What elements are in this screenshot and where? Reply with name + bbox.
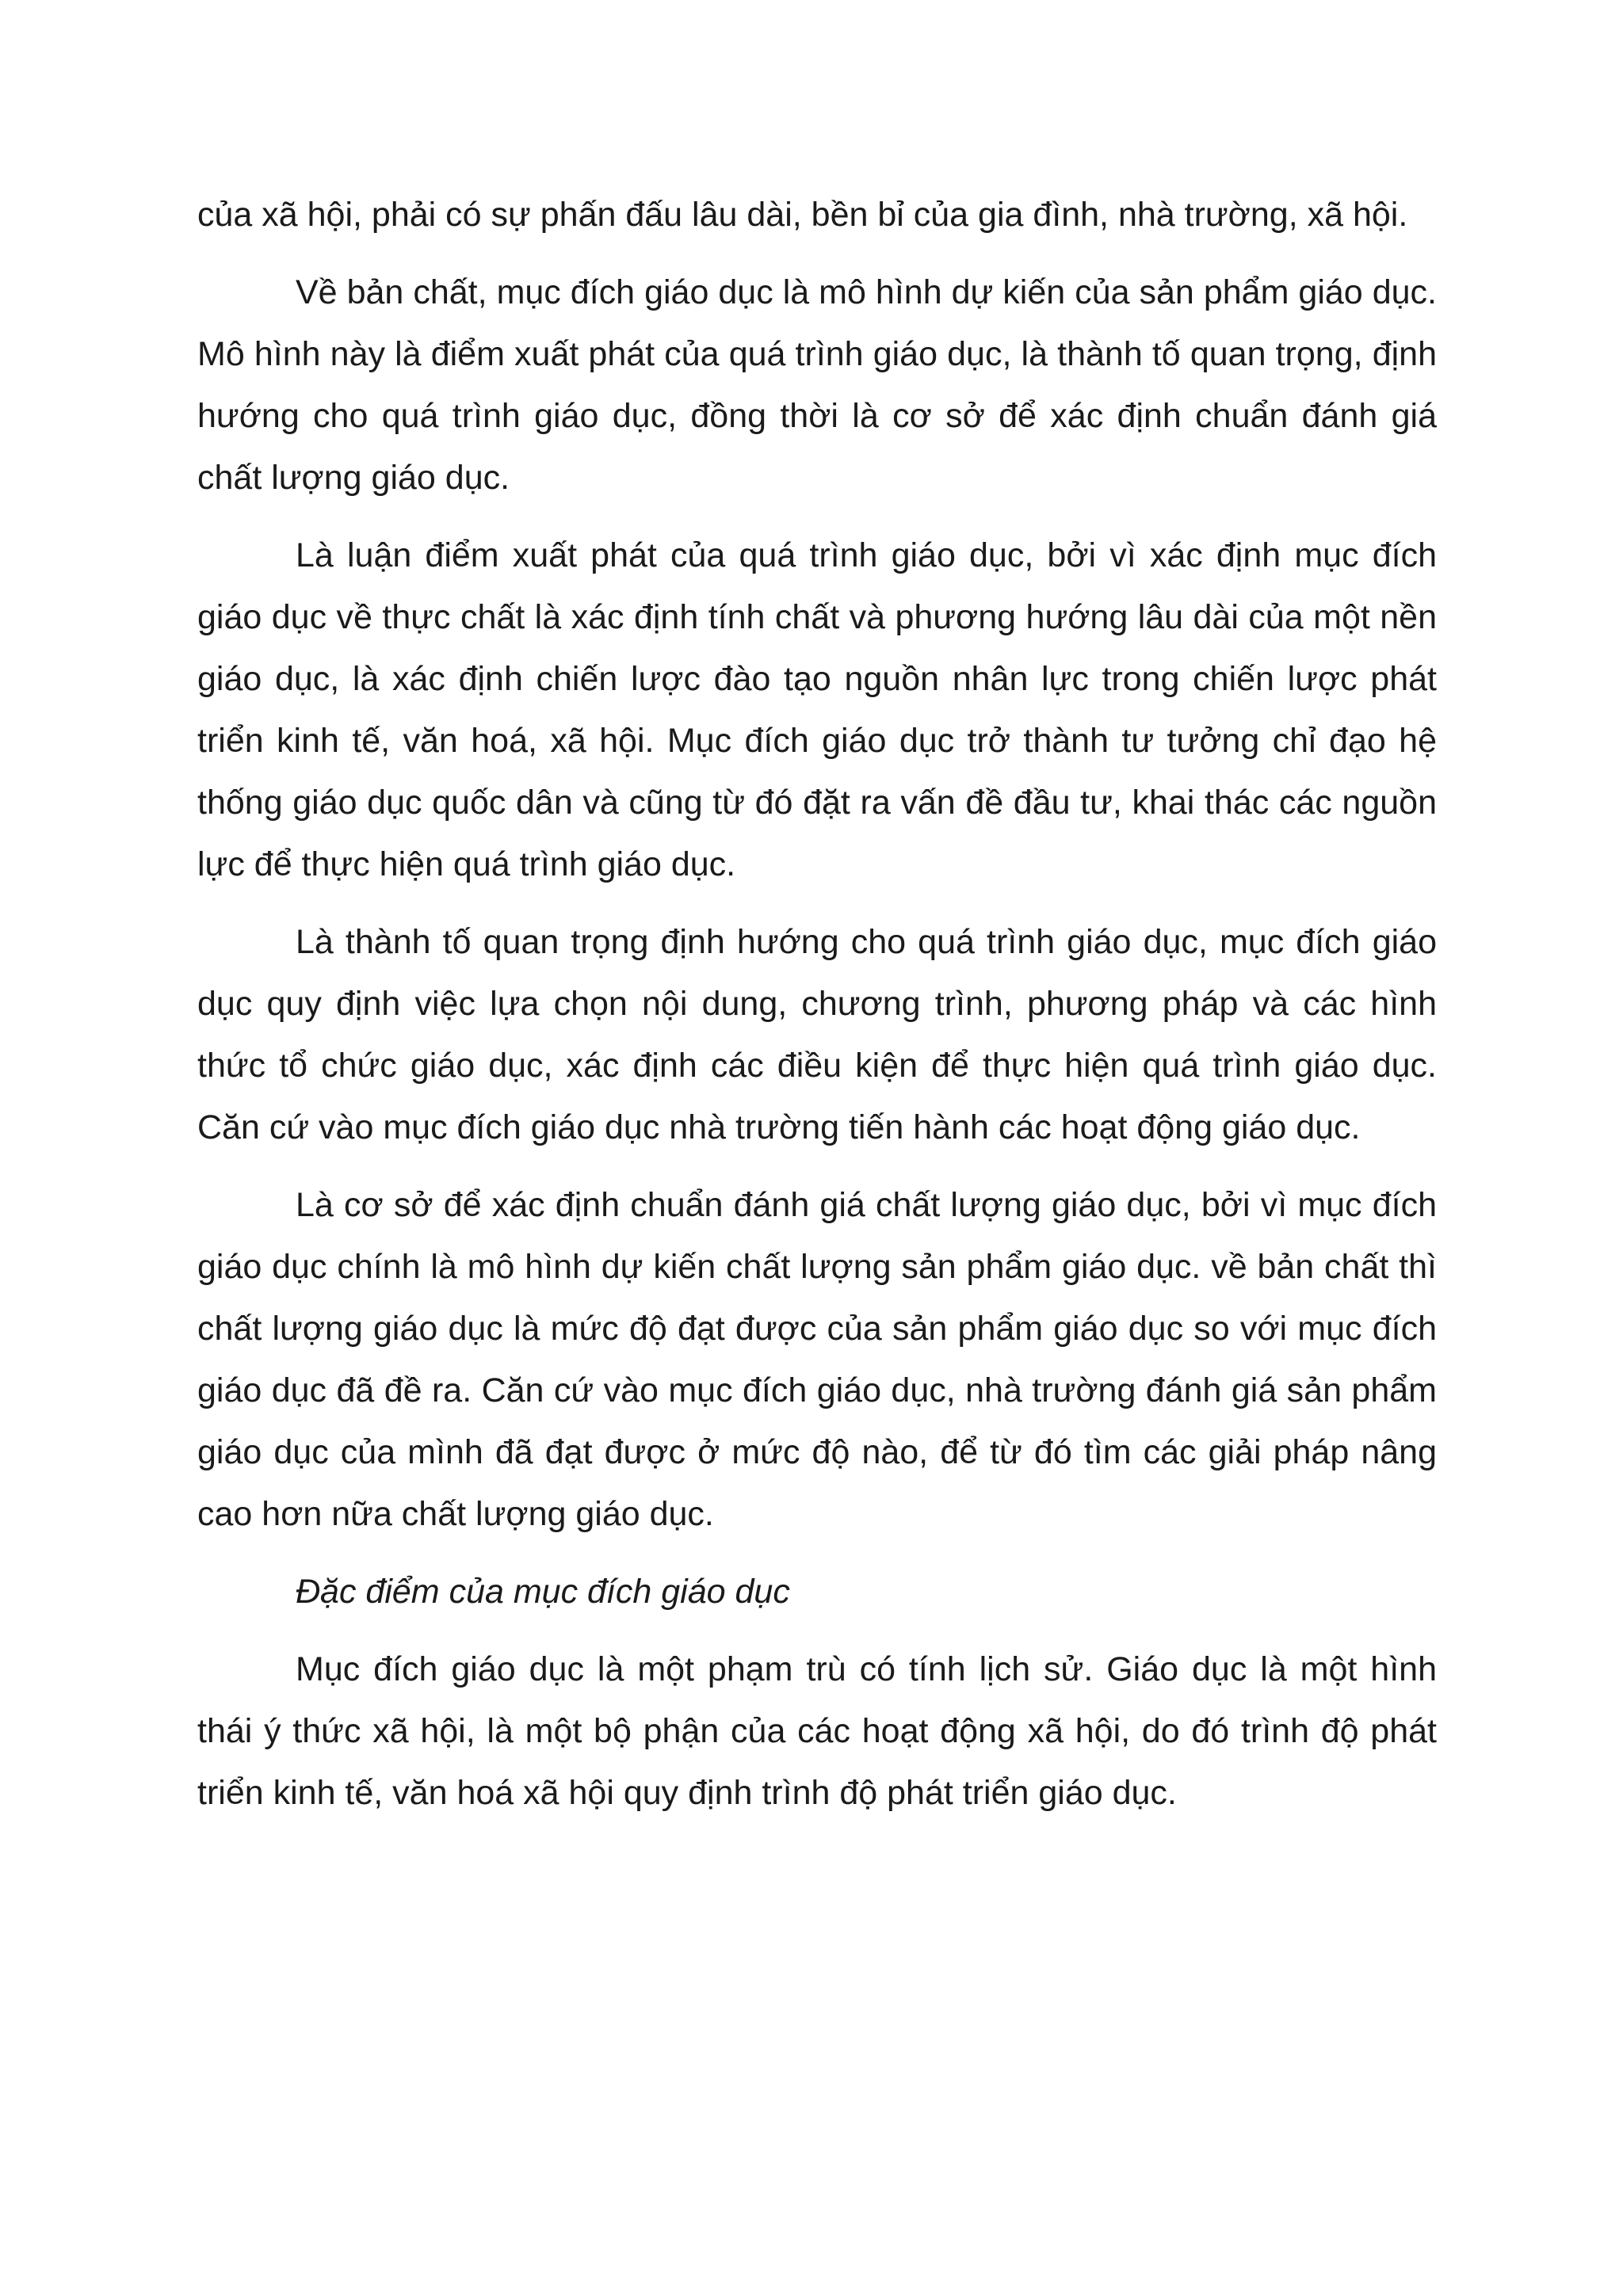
paragraph-starting-point: Là luận điểm xuất phát của quá trình giáo dục, bởi vì xác định mục đích giáo dục về thực chất là xác định tính chất và phương hướng lâu dài của một nền giáo dục, là xác định chiến lược đào tạo nguồn nhân lực trong chiến lược phát triển kinh tế, văn hoá, xã hội. Mục đích giáo dục trở thành tư tưởng chỉ đạo hệ thống giáo dục quốc dân và cũng từ đó đặt ra vấn đề đầu tư, khai thác các nguồn lực để thực hiện quá trình giáo dục. — [197, 536, 1437, 883]
paragraph-quality-basis: Là cơ sở để xác định chuẩn đánh giá chất lượng giáo dục, bởi vì mục đích giáo dục chính là mô hình dự kiến chất lượng sản phẩm giáo dục. về bản chất thì chất lượng giáo dục là mức độ đạt được của sản phẩm giáo dục so với mục đích giáo dục đã đề ra. Căn cứ vào mục đích giáo dục, nhà trường đánh giá sản phẩm giáo dục của mình đã đạt được ở mức độ nào, để từ đó tìm các giải pháp nâng cao hơn nữa chất lượng giáo dục. — [197, 1186, 1437, 1533]
body-text — [197, 184, 1437, 1840]
paragraph-orientation: Là thành tố quan trọng định hướng cho quá trình giáo dục, mục đích giáo dục quy định việc lựa chọn nội dung, chương trình, phương pháp và các hình thức tổ chức giáo dục, xác định các điều kiện để thực hiện quá trình giáo dục. Căn cứ vào mục đích giáo dục nhà trường tiến hành các hoạt động giáo dục. — [197, 923, 1437, 1146]
section-heading: Đặc điểm của mục đích giáo dục — [296, 1573, 790, 1611]
paragraph-historical: Mục đích giáo dục là một phạm trù có tính lịch sử. Giáo dục là một hình thái ý thức xã hội, là một bộ phận của các hoạt động xã hội, do đó trình độ phát triển kinh tế, văn hoá xã hội quy định trình độ phát triển giáo dục. — [197, 1650, 1437, 1812]
paragraph-nature: Về bản chất, mục đích giáo dục là mô hình dự kiến của sản phẩm giáo dục. Mô hình này là điểm xuất phát của quá trình giáo dục, là thành tố quan trọng, định hướng cho quá trình giáo dục, đồng thời là cơ sở để xác định chuẩn đánh giá chất lượng giáo dục. — [197, 273, 1437, 497]
paragraph-continuation: của xã hội, phải có sự phấn đấu lâu dài, bền bỉ của gia đình, nhà trường, xã hội. — [197, 196, 1408, 234]
